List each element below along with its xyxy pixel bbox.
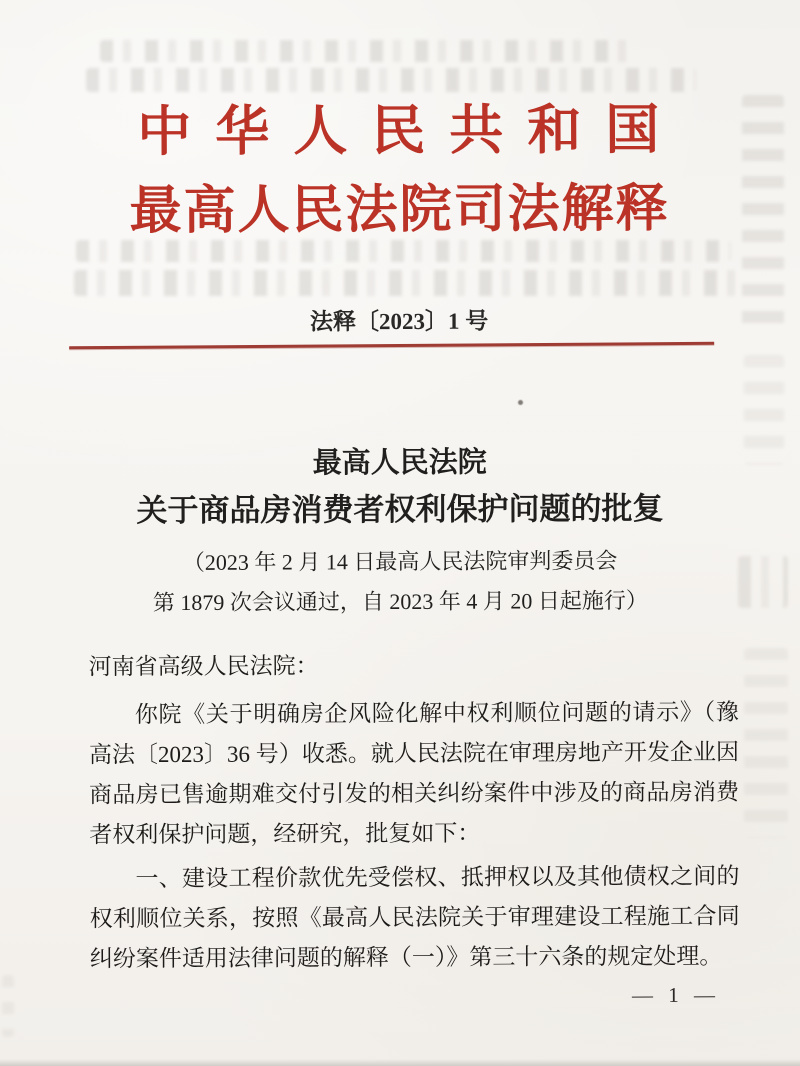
title-block <box>0 442 800 618</box>
title-court-name: 最高人民法院 <box>312 446 487 480</box>
title-subject: 关于商品房消费者权利保护问题的批复 <box>136 490 664 529</box>
letterhead-issuer-text: 最高人民法院司法解释 <box>129 180 670 241</box>
letterhead-issuer-title <box>0 178 799 244</box>
body-paragraph-1: 你院《关于明确房企风险化解中权利顺位问题的请示》（豫高法〔2023〕36 号）收悉。就人民法院在审理房地产开发企业因商品房已售逾期难交付引发的相关纠纷案件中涉及的商品房消费者权利保护问题，经研究，批复如下： <box>88 699 740 848</box>
salutation: 河南省高级人民法院： <box>88 653 319 680</box>
page-number: — 1 — <box>631 982 721 1007</box>
title-adoption-meta-line1: （2023 年 2 月 14 日最高人民法院审判委员会 <box>182 548 618 576</box>
red-divider-line <box>69 342 714 350</box>
document-number: 法释〔2023〕1 号 <box>309 308 489 335</box>
letterhead-nation-text: 中华人民共和国 <box>137 99 684 163</box>
document-body <box>88 645 739 980</box>
letterhead-nation-title <box>0 94 798 168</box>
title-adoption-meta-line2: 第 1879 次会议通过，自 2023 年 4 月 20 日起施行） <box>152 588 648 616</box>
body-paragraph-2: 一、建设工程价款优先受偿权、抵押权以及其他债权之间的权利顺位关系，按照《最高人民法院关于审理建设工程施工合同纠纷案件适用法律问题的解释（一）》第三十六条的规定处理。 <box>89 863 740 972</box>
